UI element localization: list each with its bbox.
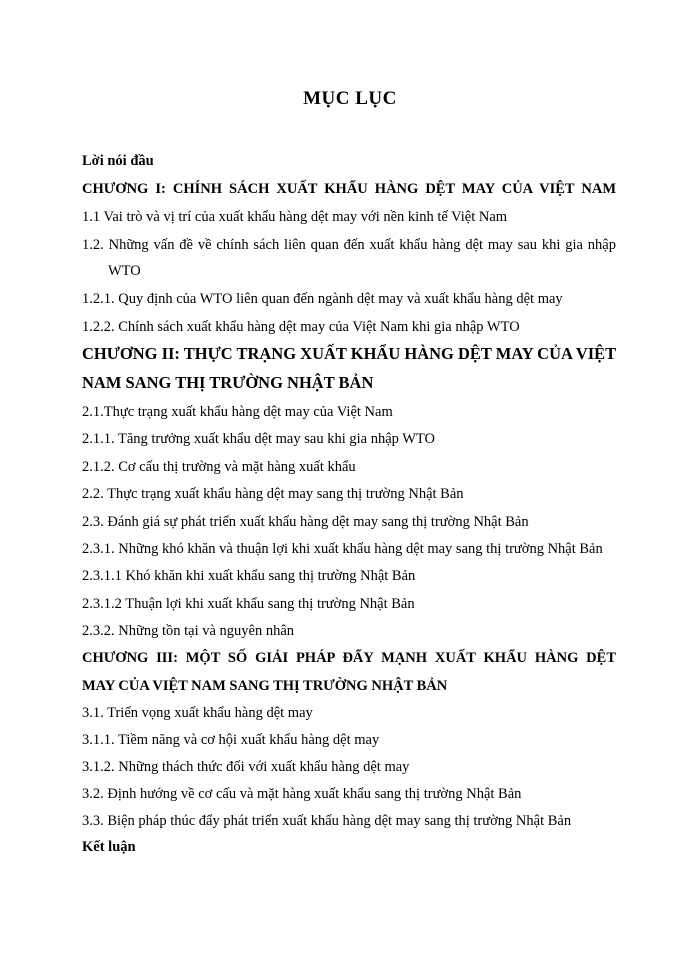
page-title: MỤC LỤC: [303, 88, 397, 109]
toc-item: 2.3.2. Những tồn tại và nguyên nhân: [82, 623, 295, 639]
toc-item: 3.2. Định hướng về cơ cấu và mặt hàng xuất khẩu sang thị trường Nhật Bản: [82, 786, 522, 802]
toc-item: 1.2. Những vấn đề về chính sách liên quan đến xuất khẩu hàng dệt may sau khi gia nhập: [82, 237, 616, 253]
toc-item-continuation: WTO: [108, 263, 141, 279]
chapter-3-heading: CHƯƠNG III: MỘT SỐ GIẢI PHÁP ĐẨY MẠNH XUẤT KHẨU HÀNG DỆT: [82, 650, 616, 666]
toc-item: 1.2.2. Chính sách xuất khẩu hàng dệt may của Việt Nam khi gia nhập WTO: [82, 319, 520, 335]
toc-item: 3.1.1. Tiềm năng và cơ hội xuất khẩu hàng dệt may: [82, 732, 380, 748]
toc-item: 2.2. Thực trạng xuất khẩu hàng dệt may sang thị trường Nhật Bản: [82, 486, 464, 502]
toc-item: 3.1.2. Những thách thức đối với xuất khẩu hàng dệt may: [82, 759, 410, 775]
toc-item: 2.1.2. Cơ cấu thị trường và mặt hàng xuất khẩu: [82, 459, 356, 475]
chapter-2-heading-cont: NAM SANG THỊ TRƯỜNG NHẬT BẢN: [82, 373, 374, 392]
toc-item: 2.3.1.1 Khó khăn khi xuất khẩu sang thị trường Nhật Bản: [82, 568, 416, 584]
toc-item: 1.1 Vai trò và vị trí của xuất khẩu hàng dệt may với nền kinh tế Việt Nam: [82, 209, 508, 225]
toc-item: 2.3.1. Những khó khăn và thuận lợi khi xuất khẩu hàng dệt may sang thị trường Nhật Bản: [82, 541, 603, 557]
toc-item: 2.3.1.2 Thuận lợi khi xuất khẩu sang thị trường Nhật Bản: [82, 596, 415, 612]
toc-item: 2.1.Thực trạng xuất khẩu hàng dệt may của Việt Nam: [82, 404, 393, 420]
chapter-2-heading: CHƯƠNG II: THỰC TRẠNG XUẤT KHẨU HÀNG DỆT MAY CỦA VIỆT: [82, 344, 617, 363]
chapter-3-heading-cont: MAY CỦA VIỆT NAM SANG THỊ TRƯỜNG NHẬT BẢN: [82, 678, 448, 694]
toc-item: 2.1.1. Tăng trưởng xuất khẩu dệt may sau khi gia nhập WTO: [82, 431, 435, 447]
toc-item: 2.3. Đánh giá sự phát triển xuất khẩu hàng dệt may sang thị trường Nhật Bản: [82, 514, 529, 530]
toc-conclusion: Kết luận: [82, 839, 136, 855]
toc-preface: Lời nói đầu: [82, 153, 154, 169]
chapter-1-heading: CHƯƠNG I: CHÍNH SÁCH XUẤT KHẨU HÀNG DỆT MAY CỦA VIỆT NAM: [82, 181, 616, 197]
toc-item: 3.3. Biện pháp thúc đẩy phát triển xuất khẩu hàng dệt may sang thị trường Nhật Bản: [82, 813, 572, 829]
toc-item: 3.1. Triển vọng xuất khẩu hàng dệt may: [82, 705, 313, 721]
toc-item: 1.2.1. Quy định của WTO liên quan đến ngành dệt may và xuất khẩu hàng dệt may: [82, 291, 563, 307]
